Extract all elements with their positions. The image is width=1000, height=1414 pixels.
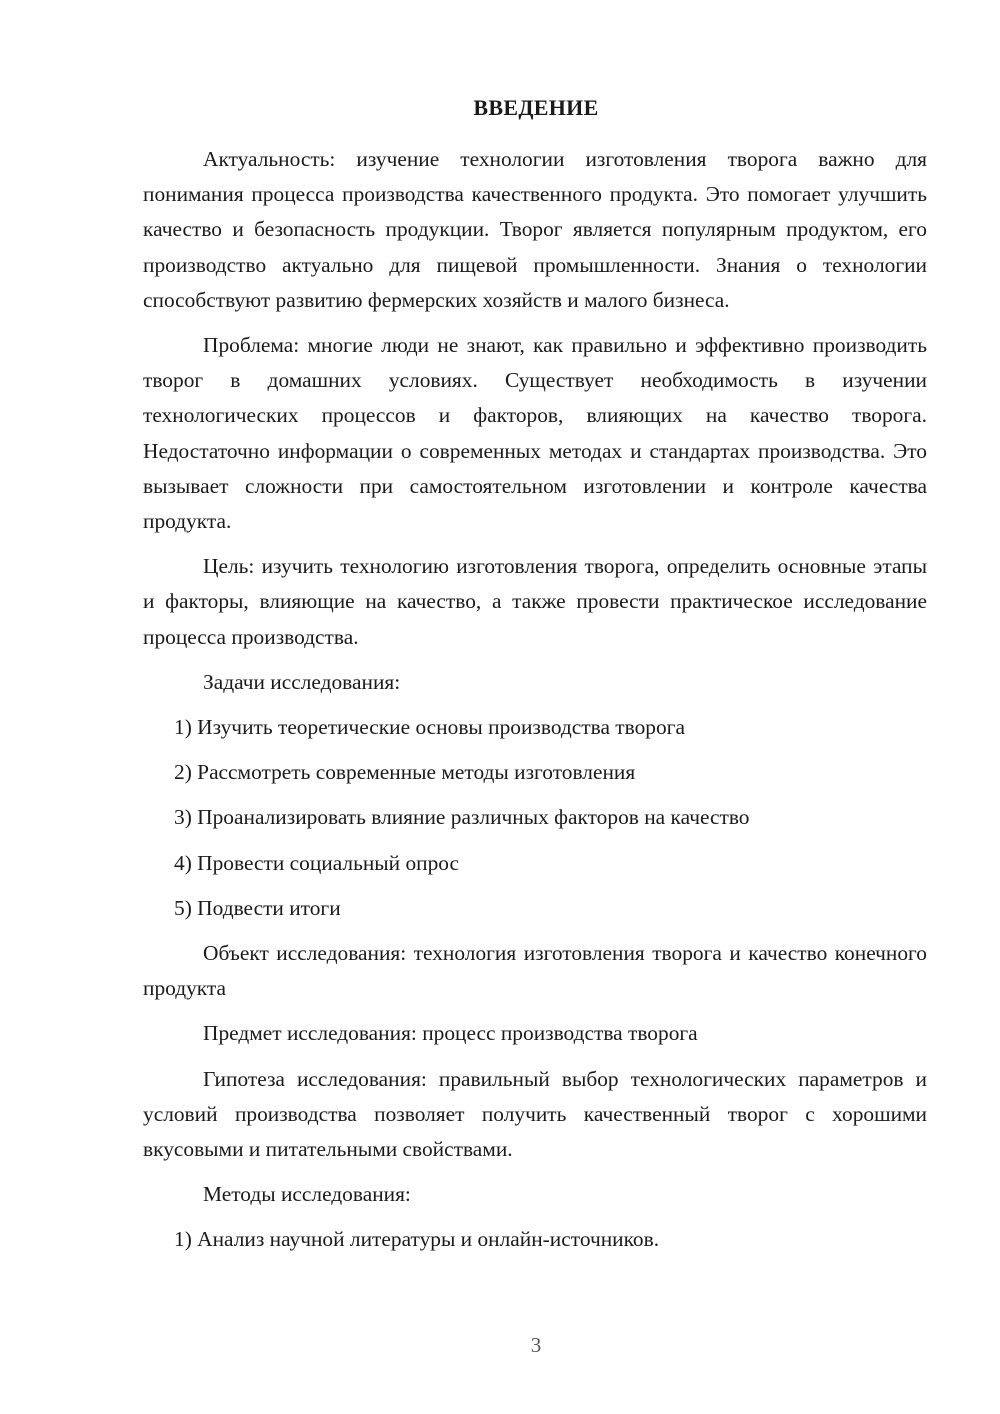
body-text: [143, 142, 927, 1268]
tasks-heading: Задачи исследования:: [203, 669, 401, 694]
list-item: 5) Подвести итоги: [174, 895, 341, 920]
methods-heading: Методы исследования:: [203, 1182, 411, 1207]
list-item: 2) Рассмотреть современные методы изготовления: [174, 760, 636, 785]
list-item: 1) Изучить теоретические основы производства творога: [174, 715, 685, 740]
methods-list: [143, 1222, 927, 1257]
tasks-list: [143, 710, 927, 926]
relevance-paragraph: Актуальность: изучение технологии изготовления творога важно для понимания процесса производства качественного продукта. Это помогает улучшить качество и безопасность продукции. Творог является популярным продуктом, его производство актуально для пищевой промышленности. Знания о технологии способствуют развитию фермерских хозяйств и малого бизнеса.: [143, 147, 927, 312]
list-item: 1) Анализ научной литературы и онлайн-источников.: [174, 1227, 660, 1252]
goal-paragraph: Цель: изучить технологию изготовления творога, определить основные этапы и факторы, влияющие на качество, а также провести практическое исследование процесса производства.: [143, 554, 927, 649]
hypothesis-paragraph: Гипотеза исследования: правильный выбор технологических параметров и условий производства позволяет получить качественный творог с хорошими вкусовыми и питательными свойствами.: [143, 1066, 927, 1162]
section-heading: ВВЕДЕНИЕ: [473, 95, 599, 120]
list-item: 3) Проанализировать влияние различных факторов на качество: [174, 805, 750, 830]
page-number: 3: [530, 1333, 542, 1357]
subject-paragraph: Предмет исследования: процесс производства творога: [203, 1021, 698, 1046]
problem-paragraph: Проблема: многие люди не знают, как правильно и эффективно производить творог в домашних условиях. Существует необходимость в изучении технологических процессов и факторов, влияющих на качество творога. Недостаточно информации о современных методах и стандартах производства. Это вызывает сложности при самостоятельном изготовлении и контроле качества продукта.: [143, 333, 927, 534]
list-item: 4) Провести социальный опрос: [174, 850, 460, 875]
object-paragraph: Объект исследования: технология изготовления творога и качество конечного продукта: [143, 941, 927, 1001]
